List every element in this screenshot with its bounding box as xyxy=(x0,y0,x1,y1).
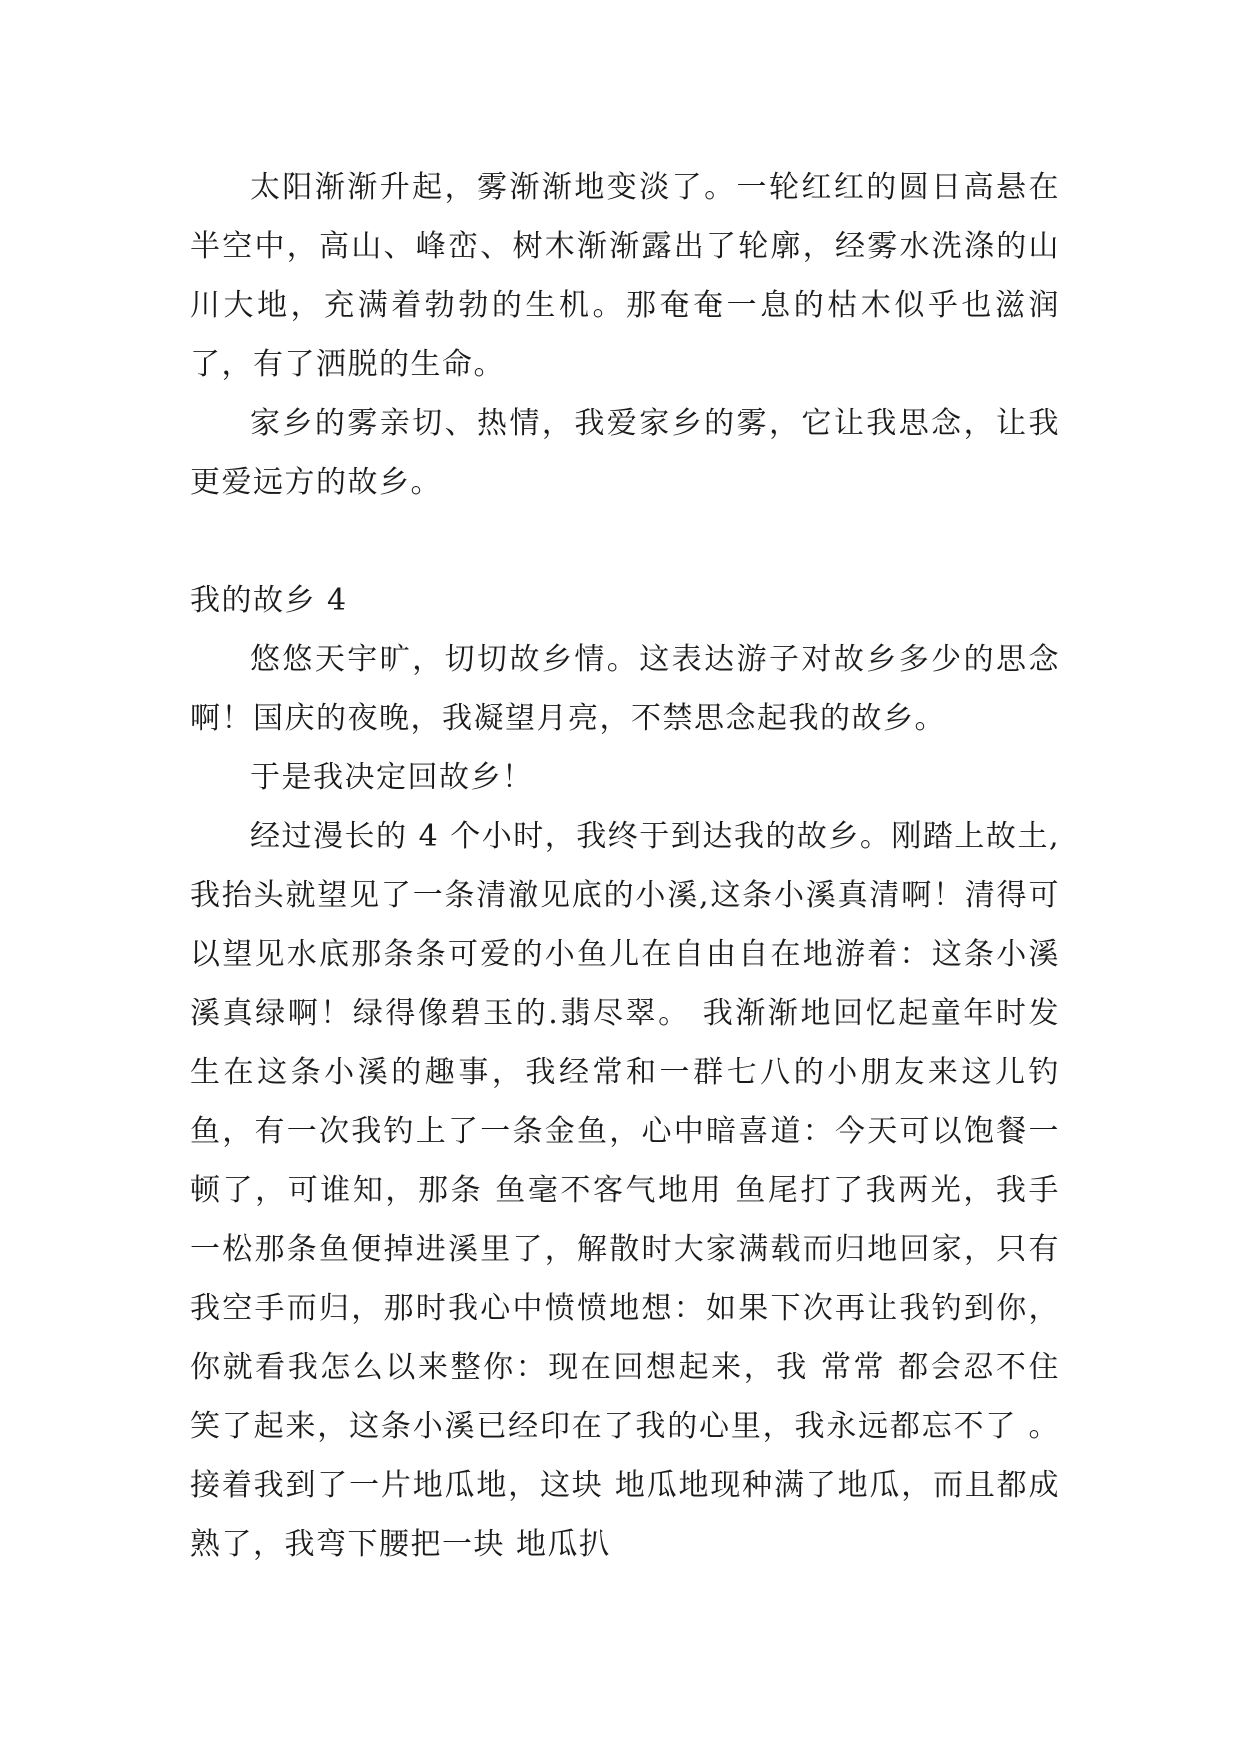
document-body xyxy=(190,158,1060,1574)
paragraph-longing: 悠悠天宇旷，切切故乡情。这表达游子对故乡多少的思念啊！国庆的夜晚，我凝望月亮，不禁思念起我的故乡。 xyxy=(190,642,1060,736)
section-heading: 我的故乡 4 xyxy=(190,583,348,618)
paragraph-decision: 于是我决定回故乡！ xyxy=(250,760,534,795)
paragraph-fog-sunrise: 太阳渐渐升起，雾渐渐地变淡了。一轮红红的圆日高悬在半空中，高山、峰峦、树木渐渐露出了轮廓，经雾水洗涤的山川大地，充满着勃勃的生机。那奄奄一息的枯木似乎也滋润了，有了洒脱的生命。 xyxy=(190,170,1060,382)
paragraph-fog-love: 家乡的雾亲切、热情，我爱家乡的雾，它让我思念，让我更爱远方的故乡。 xyxy=(190,406,1060,500)
paragraph-journey: 经过漫长的 4 个小时，我终于到达我的故乡。刚踏上故土,我抬头就望见了一条清澈见底的小溪,这条小溪真清啊！清得可以望见水底那条条可爱的小鱼儿在自由自在地游着：这条小溪溪真绿啊！绿得像碧玉的.翡尽翠。 我渐渐地回忆起童年时发生在这条小溪的趣事，我经常和一群七八的小朋友来这儿钓鱼，有一次我钓上了一条金鱼，心中暗喜道：今天可以饱餐一顿了，可谁知，那条 鱼毫不客气地用 鱼尾打了我两光，我手一松那条鱼便掉进溪里了，解散时大家满载而归地回家，只有我空手而归，那时我心中愤愤地想：如果下次再让我钓到你，你就看我怎么以来整你：现在回想起来，我 常常 都会忍不住笑了起来，这条小溪已经印在了我的心里，我永远都忘不了 。接着我到了一片地瓜地，这块 地瓜地现种满了地瓜，而且都成熟了，我弯下腰把一块 地瓜扒 xyxy=(190,819,1060,1562)
